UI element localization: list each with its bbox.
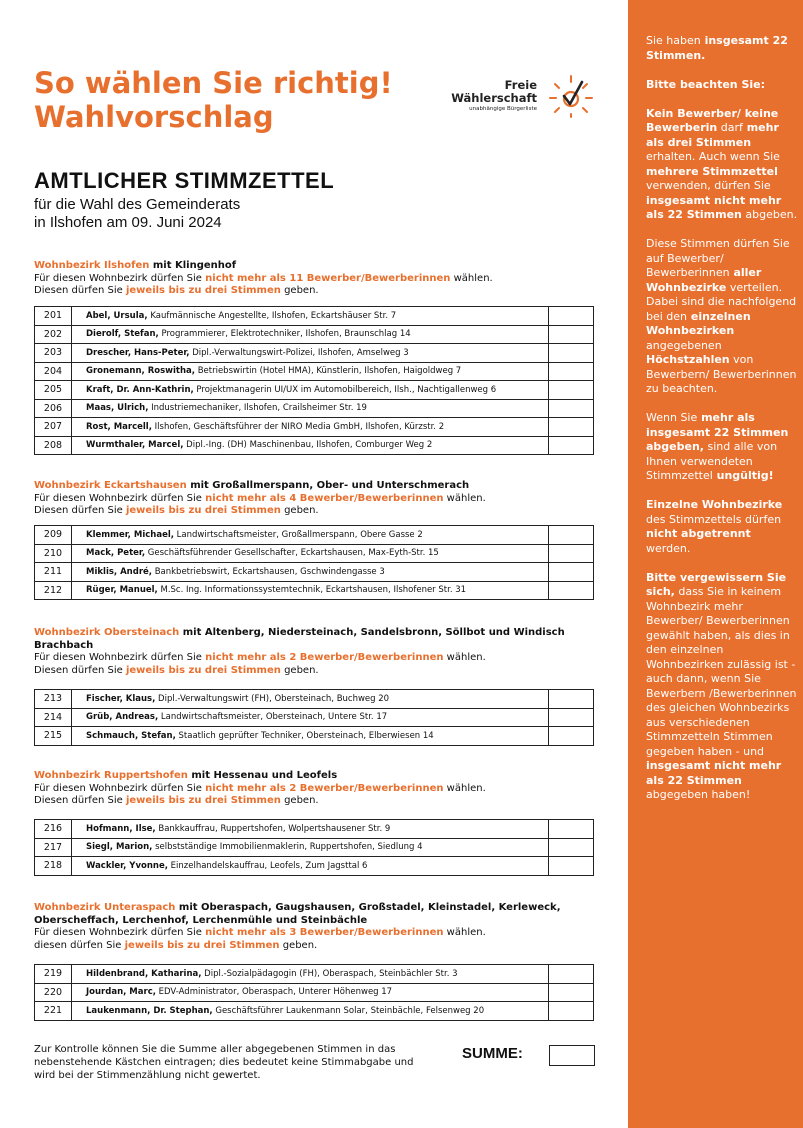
candidate-surname: Kraft, Dr. Ann-Kathrin,: [86, 384, 194, 395]
instruction-emphasis: nicht abgetrennt: [646, 527, 751, 540]
instruction-text: dass Sie in keinem Wohnbezirk mehr Bewerber/ Bewerberinnen gewählt haben, als dies in den einzelnen Wohnbezirken zulässig ist - auch dann, wenn Sie Bewerbern /Bewerberinnen des gleichen Wohnbezirks aus verschiedenen Stimmzetteln Stimmen gegeben haben - und: [646, 585, 797, 758]
logo-line-1: Freie: [504, 78, 537, 92]
candidate-row: [35, 838, 594, 857]
district-with: mit Oberaspach, Gaugshausen, Großstadel, Kleinstadel, Kerleweck, Oberscheffach, Lerchenhof, Lerchenmühle und Steinbächle: [34, 902, 561, 926]
candidate-name: [72, 708, 549, 727]
rule-text: Für diesen Wohnbezirk dürfen Sie: [34, 492, 202, 504]
candidate-surname: Grüb, Andreas,: [86, 712, 159, 723]
candidate-name: [72, 344, 549, 363]
candidate-name: [72, 436, 549, 455]
candidate-info: M.Sc. Ing. Informationssystemtechnik, Eckartshausen, Ilshofener Str. 31: [157, 585, 467, 596]
candidate-number: 207: [35, 418, 72, 437]
candidate-number: 203: [35, 344, 72, 363]
title-line-1: So wählen Sie richtig!: [34, 66, 393, 100]
vote-box[interactable]: [549, 690, 594, 709]
candidate-row: [35, 965, 594, 984]
candidate-info: Programmierer, Elektrotechniker, Ilshofen, Braunschlag 14: [158, 329, 411, 340]
candidate-number: 208: [35, 436, 72, 455]
ballot-subtitle: [34, 196, 240, 232]
rule-text: geben.: [284, 285, 319, 296]
rule-text: wählen.: [446, 492, 486, 504]
candidate-row: [35, 544, 594, 563]
candidate-number: 213: [35, 690, 72, 709]
per-candidate-limit: jeweils bis zu drei Stimmen: [125, 664, 281, 676]
instruction-text: angegebenen: [646, 338, 722, 352]
candidate-surname: Drescher, Hans-Peter,: [86, 347, 190, 358]
district-ruppertshofen-header: [34, 770, 574, 808]
candidate-name: [72, 690, 549, 709]
instruction-text: sind alle von Ihnen verwendeten Stimmzettel: [646, 440, 778, 482]
instruction-paragraph: [646, 34, 798, 63]
vote-box[interactable]: [549, 1002, 594, 1021]
subtitle-line-1: für die Wahl des Gemeinderats: [34, 196, 241, 213]
candidate-name: [72, 1002, 549, 1021]
candidate-number: 206: [35, 399, 72, 418]
district-obersteinach-header: [34, 627, 574, 677]
candidate-number: 202: [35, 325, 72, 344]
candidate-row: [35, 325, 594, 344]
vote-box[interactable]: [549, 344, 594, 363]
candidate-surname: Mack, Peter,: [86, 548, 146, 559]
candidate-info: Dipl.-Verwaltungswirt-Polizei, Ilshofen, Amselweg 3: [189, 347, 409, 358]
per-candidate-limit: jeweils bis zu drei Stimmen: [124, 939, 280, 951]
candidate-table-eckartshausen: [34, 525, 594, 600]
candidate-row: [35, 362, 594, 381]
district-unteraspach-header: [34, 902, 574, 952]
candidate-info: Dipl.-Ing. (DH) Maschinenbau, Ilshofen, Comburger Weg 2: [183, 440, 433, 451]
candidate-number: 219: [35, 965, 72, 984]
candidate-row: [35, 307, 594, 326]
instruction-emphasis: mehrere Stimmzettel: [646, 164, 778, 178]
instruction-paragraph: [646, 237, 798, 397]
rule-text: wählen.: [453, 272, 493, 284]
candidate-name: [72, 418, 549, 437]
candidate-row: [35, 526, 594, 545]
instruction-text: darf: [717, 121, 743, 134]
rule-text: geben.: [284, 664, 319, 676]
candidate-number: 218: [35, 857, 72, 876]
checkmark-sun-icon: [549, 74, 593, 118]
vote-box[interactable]: [549, 526, 594, 545]
instruction-emphasis: Bitte beachten Sie:: [646, 77, 766, 91]
instruction-emphasis: Kein Bewerber/ keine Bewerberin: [646, 106, 779, 134]
instruction-emphasis: aller Wohnbezirke: [646, 266, 762, 294]
candidate-surname: Maas, Ulrich,: [86, 403, 149, 414]
instruction-emphasis: mehr als insgesamt 22 Stimmen abgeben,: [646, 411, 789, 453]
district-max: nicht mehr als 11 Bewerber/Bewerberinnen: [205, 272, 451, 284]
instruction-text: des Stimmzettels dürfen: [646, 512, 782, 526]
candidate-row: [35, 399, 594, 418]
district-name: Wohnbezirk Ilshofen: [34, 260, 150, 271]
candidate-info: Ilshofen, Geschäftsführer der NIRO Media GmbH, Ilshofen, Kürzstr. 2: [151, 421, 445, 432]
instructions-text: [646, 34, 798, 817]
vote-box[interactable]: [549, 381, 594, 400]
candidate-surname: Schmauch, Stefan,: [86, 730, 176, 741]
candidate-info: Geschäftsführer Laukenmann Solar, Steinbächle, Felsenweg 20: [212, 1005, 485, 1016]
candidate-name: [72, 325, 549, 344]
candidate-info: Landwirtschaftsmeister, Obersteinach, Untere Str. 17: [158, 712, 388, 723]
candidate-number: 205: [35, 381, 72, 400]
instruction-emphasis: insgesamt nicht mehr als 22 Stimmen: [646, 759, 782, 787]
candidate-info: Betriebswirtin (Hotel HMA), Künstlerin, Ilshofen, Haigoldweg 7: [195, 366, 462, 377]
candidate-number: 214: [35, 708, 72, 727]
vote-box[interactable]: [549, 418, 594, 437]
vote-box[interactable]: [549, 436, 594, 455]
candidate-number: 217: [35, 838, 72, 857]
candidate-surname: Abel, Ursula,: [86, 310, 148, 321]
rule-text: Für diesen Wohnbezirk dürfen Sie: [34, 272, 202, 284]
candidate-number: 211: [35, 563, 72, 582]
district-name: Wohnbezirk Obersteinach: [34, 627, 180, 638]
rule-text: Für diesen Wohnbezirk dürfen Sie: [34, 782, 202, 794]
candidate-name: [72, 857, 549, 876]
instruction-paragraph: [646, 107, 798, 223]
instruction-emphasis: Einzelne Wohnbezirke: [646, 498, 783, 511]
instruction-emphasis: Höchstzahlen: [646, 353, 730, 366]
footer-note: Zur Kontrolle können Sie die Summe aller abgegebenen Stimmen in das nebenstehende Kästchen eintragen; dies bedeutet keine Stimmabgabe und wird bei der Stimmenzählung nicht gewertet.: [34, 1044, 414, 1081]
instruction-emphasis: Bitte vergewissern Sie sich,: [646, 570, 787, 598]
page-title: [34, 66, 393, 134]
candidate-name: [72, 965, 549, 984]
candidate-row: [35, 1002, 594, 1021]
instruction-emphasis: insgesamt 22 Stimmen.: [646, 34, 788, 62]
candidate-row: [35, 708, 594, 727]
candidate-row: [35, 727, 594, 746]
instructions-sidebar: [628, 0, 803, 1128]
candidate-row: [35, 983, 594, 1002]
rule-text: Diesen dürfen Sie: [34, 664, 123, 676]
instruction-text: werden.: [646, 541, 691, 555]
vote-box[interactable]: [549, 399, 594, 418]
candidate-info: EDV-Administrator, Oberaspach, Unterer Höhenweg 17: [155, 987, 393, 998]
instruction-emphasis: einzelnen Wohnbezirken: [646, 309, 751, 337]
candidate-name: [72, 362, 549, 381]
candidate-number: 221: [35, 1002, 72, 1021]
candidate-table-unteraspach: [34, 964, 594, 1021]
candidate-row: [35, 344, 594, 363]
freie-waehlerschaft-logo: [451, 74, 597, 118]
instruction-text: verwenden, dürfen Sie: [646, 179, 771, 192]
candidate-number: 220: [35, 983, 72, 1002]
rule-text: geben.: [284, 505, 319, 516]
district-max: nicht mehr als 4 Bewerber/Bewerberinnen: [205, 492, 444, 504]
summe-box[interactable]: [549, 1045, 595, 1066]
candidate-surname: Klemmer, Michael,: [86, 529, 174, 540]
candidate-surname: Hildenbrand, Katharina,: [86, 968, 202, 979]
logo-line-2: Wählerschaft: [451, 91, 537, 105]
candidate-name: [72, 381, 549, 400]
rule-text: wählen.: [446, 782, 486, 794]
rule-text: Diesen dürfen Sie: [34, 285, 123, 296]
vote-box[interactable]: [549, 838, 594, 857]
district-name: Wohnbezirk Eckartshausen: [34, 480, 187, 491]
rule-text: Für diesen Wohnbezirk dürfen Sie: [34, 652, 202, 663]
candidate-name: [72, 727, 549, 746]
candidate-surname: Fischer, Klaus,: [86, 693, 156, 704]
logo-line-3: unabhängige Bürgerliste: [469, 106, 537, 112]
district-with: mit Klingenhof: [152, 260, 237, 271]
instruction-text: abgeben.: [741, 208, 798, 221]
ballot-heading: AMTLICHER STIMMZETTEL: [34, 168, 335, 193]
district-max: nicht mehr als 2 Bewerber/Bewerberinnen: [205, 782, 444, 794]
candidate-surname: Dierolf, Stefan,: [86, 329, 159, 340]
instruction-text: abgegeben haben!: [646, 788, 751, 801]
per-candidate-limit: jeweils bis zu drei Stimmen: [125, 795, 281, 806]
instruction-text: erhalten. Auch wenn Sie: [646, 150, 780, 163]
candidate-surname: Gronemann, Roswitha,: [86, 366, 195, 377]
vote-box[interactable]: [549, 708, 594, 727]
rule-text: Diesen dürfen Sie: [34, 505, 123, 516]
candidate-row: [35, 436, 594, 455]
vote-box[interactable]: [549, 325, 594, 344]
instruction-paragraph: [646, 78, 798, 93]
vote-box[interactable]: [549, 857, 594, 876]
candidate-row: [35, 690, 594, 709]
candidate-info: Dipl.-Verwaltungswirt (FH), Obersteinach, Buchweg 20: [155, 693, 390, 704]
vote-box[interactable]: [549, 820, 594, 839]
vote-box[interactable]: [549, 362, 594, 381]
candidate-surname: Rost, Marcell,: [86, 421, 152, 432]
candidate-name: [72, 307, 549, 326]
rule-text: wählen.: [446, 652, 486, 663]
candidate-row: [35, 820, 594, 839]
candidate-surname: Hofmann, Ilse,: [86, 823, 156, 834]
district-with: mit Großallmerspann, Ober- und Unterschmerach: [190, 480, 470, 491]
candidate-name: [72, 838, 549, 857]
rule-text: Diesen dürfen Sie: [34, 795, 123, 806]
candidate-info: Projektmanagerin UI/UX im Automobilbereich, Ilsh., Nachtigallenweg 6: [193, 384, 497, 395]
district-with: mit Hessenau und Leofels: [191, 770, 338, 781]
candidate-surname: Wackler, Yvonne,: [86, 860, 168, 871]
vote-box[interactable]: [549, 563, 594, 582]
candidate-surname: Laukenmann, Dr. Stephan,: [86, 1005, 213, 1016]
candidate-name: [72, 983, 549, 1002]
candidate-name: [72, 563, 549, 582]
vote-box[interactable]: [549, 983, 594, 1002]
vote-box[interactable]: [549, 581, 594, 600]
candidate-number: 215: [35, 727, 72, 746]
subtitle-line-2: in Ilshofen am 09. Juni 2024: [34, 214, 222, 231]
candidate-info: Kaufmännische Angestellte, Ilshofen, Eckartshäuser Str. 7: [147, 310, 397, 321]
instruction-paragraph: [646, 571, 798, 803]
instruction-text: Diese Stimmen dürfen Sie auf Bewerber/ Bewerberinnen: [646, 237, 790, 279]
candidate-info: Industriemechaniker, Ilshofen, Crailsheimer Str. 19: [148, 403, 367, 414]
vote-box[interactable]: [549, 727, 594, 746]
district-ilshofen-header: [34, 260, 574, 298]
candidate-name: [72, 526, 549, 545]
rule-text: wählen.: [446, 927, 486, 938]
candidate-table-obersteinach: [34, 689, 594, 746]
candidate-row: [35, 381, 594, 400]
instruction-paragraph: [646, 411, 798, 484]
summe-label: SUMME:: [462, 1045, 523, 1062]
rule-text: geben.: [282, 939, 318, 951]
rule-text: geben.: [284, 795, 319, 806]
district-max: nicht mehr als 3 Bewerber/Bewerberinnen: [205, 927, 444, 938]
candidate-number: 201: [35, 307, 72, 326]
candidate-surname: Rüger, Manuel,: [86, 585, 158, 596]
district-eckartshausen-header: [34, 480, 574, 518]
candidate-table-ilshofen: [34, 306, 594, 455]
candidate-info: Bankbetriebswirt, Eckartshausen, Gschwindengasse 3: [152, 566, 385, 577]
candidate-info: Dipl.-Sozialpädagogin (FH), Oberaspach, Steinbächler Str. 3: [201, 968, 458, 979]
candidate-table-ruppertshofen: [34, 819, 594, 876]
instruction-text: von Bewerbern/ Bewerberinnen zu beachten.: [646, 353, 797, 395]
candidate-surname: Jourdan, Marc,: [86, 987, 156, 998]
instruction-emphasis: ungültig!: [712, 469, 774, 482]
candidate-row: [35, 418, 594, 437]
instruction-text: verteilen. Dabei sind die nachfolgend bei den: [646, 280, 797, 323]
candidate-name: [72, 544, 549, 563]
per-candidate-limit: jeweils bis zu drei Stimmen: [125, 285, 281, 296]
instruction-text: Wenn Sie: [646, 411, 698, 424]
candidate-surname: Siegl, Marion,: [86, 842, 153, 853]
candidate-number: 212: [35, 581, 72, 600]
candidate-info: Bankkauffrau, Ruppertshofen, Wolpertshausener Str. 9: [155, 823, 391, 834]
instruction-text: Sie haben: [646, 34, 701, 47]
instruction-paragraph: [646, 498, 798, 556]
district-max: nicht mehr als 2 Bewerber/Bewerberinnen: [205, 652, 444, 663]
candidate-row: [35, 563, 594, 582]
candidate-name: [72, 820, 549, 839]
candidate-number: 210: [35, 544, 72, 563]
candidate-number: 216: [35, 820, 72, 839]
district-with: mit Altenberg, Niedersteinach, Sandelsbronn, Söllbot und Windisch Brachbach: [34, 627, 565, 651]
rule-text: diesen dürfen Sie: [34, 939, 122, 951]
candidate-surname: Miklis, André,: [86, 566, 152, 577]
candidate-surname: Wurmthaler, Marcel,: [86, 440, 184, 451]
vote-box[interactable]: [549, 965, 594, 984]
per-candidate-limit: jeweils bis zu drei Stimmen: [125, 505, 281, 516]
candidate-info: selbstständige Immobilienmaklerin, Ruppertshofen, Siedlung 4: [152, 842, 423, 853]
district-name: Wohnbezirk Unteraspach: [34, 902, 176, 913]
title-line-2: Wahlvorschlag: [34, 100, 274, 134]
candidate-row: [35, 581, 594, 600]
candidate-info: Staatlich geprüfter Techniker, Obersteinach, Elberwiesen 14: [175, 730, 434, 741]
instruction-emphasis: insgesamt nicht mehr als 22 Stimmen: [646, 193, 782, 221]
district-name: Wohnbezirk Ruppertshofen: [34, 770, 188, 781]
candidate-name: [72, 399, 549, 418]
candidate-info: Einzelhandelskauffrau, Leofels, Zum Jagsttal 6: [167, 860, 368, 871]
rule-text: Für diesen Wohnbezirk dürfen Sie: [34, 927, 202, 938]
vote-box[interactable]: [549, 544, 594, 563]
candidate-number: 204: [35, 362, 72, 381]
candidate-row: [35, 857, 594, 876]
instruction-emphasis: mehr als drei Stimmen: [646, 121, 779, 149]
candidate-info: Geschäftsführender Gesellschafter, Eckartshausen, Max-Eyth-Str. 15: [145, 548, 439, 559]
candidate-number: 209: [35, 526, 72, 545]
candidate-info: Landwirtschaftsmeister, Großallmerspann, Obere Gasse 2: [173, 529, 423, 540]
candidate-name: [72, 581, 549, 600]
vote-box[interactable]: [549, 307, 594, 326]
